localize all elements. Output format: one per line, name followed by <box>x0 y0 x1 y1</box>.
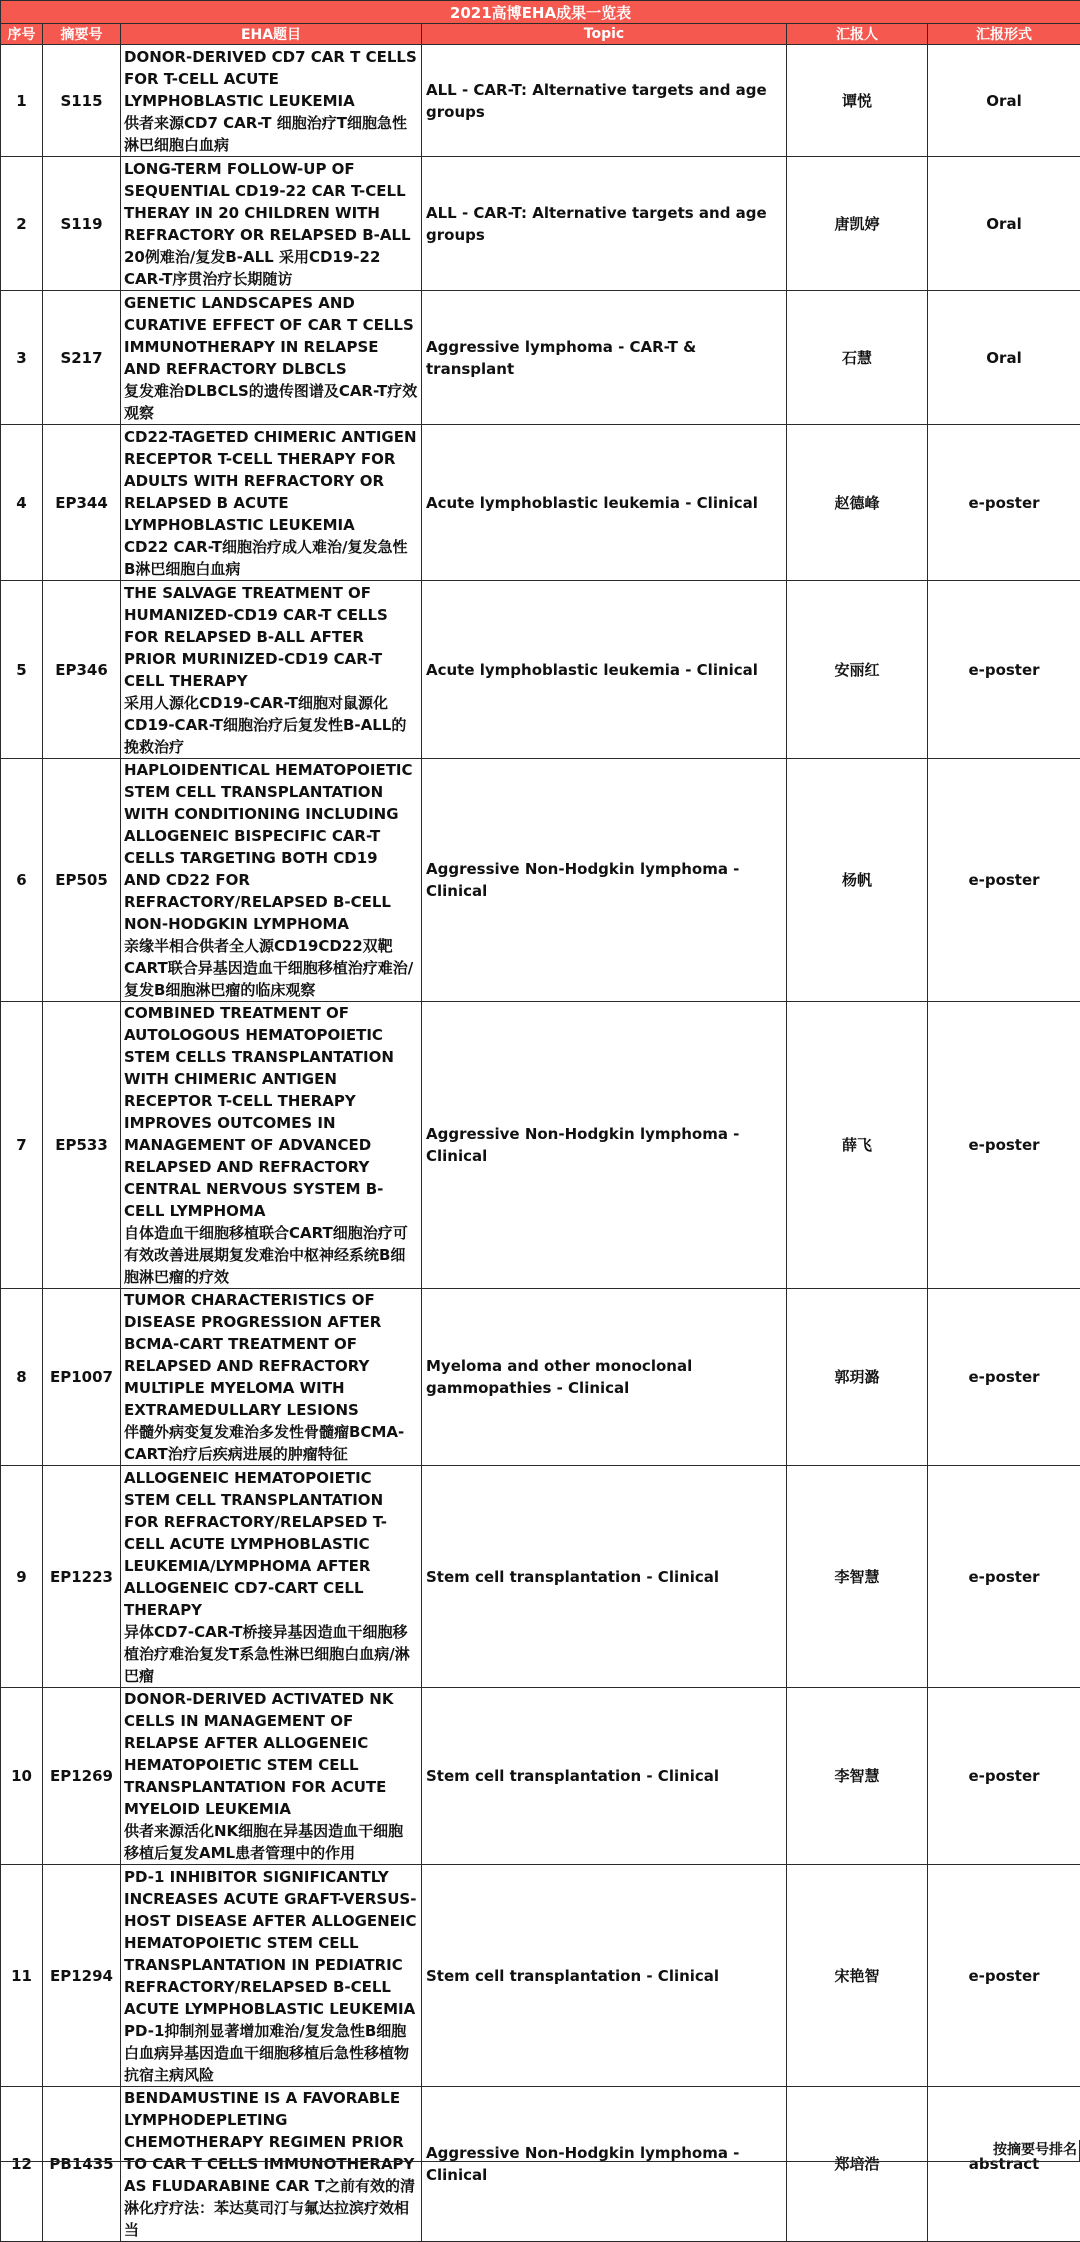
row-abstract-no: EP1223 <box>43 1466 121 1688</box>
row-format: e-poster <box>928 1466 1080 1688</box>
row-title-zh: 亲缘半相合供者全人源CD19CD22双靶CART联合异基因造血干细胞移植治疗难治/复发B细胞淋巴瘤的临床观察 <box>124 935 418 1001</box>
row-eha-title <box>121 581 422 759</box>
row-no: 5 <box>1 581 43 759</box>
row-reporter: 薛飞 <box>787 1002 928 1289</box>
row-topic: Aggressive Non-Hodgkin lymphoma - Clinical <box>422 1002 787 1289</box>
row-no: 11 <box>1 1865 43 2087</box>
table-row <box>1 759 1080 1002</box>
row-topic: Stem cell transplantation - Clinical <box>422 1466 787 1688</box>
row-title-zh: 采用人源化CD19-CAR-T细胞对鼠源化CD19-CAR-T细胞治疗后复发性B-ALL的挽救治疗 <box>124 692 418 758</box>
row-format: abstract <box>928 2087 1080 2242</box>
row-title-zh: 自体造血干细胞移植联合CART细胞治疗可有效改善进展期复发难治中枢神经系统B细胞淋巴瘤的疗效 <box>124 1222 418 1288</box>
row-title-en: CD22-TAGETED CHIMERIC ANTIGEN RECEPTOR T-CELL THERAPY FOR ADULTS WITH REFRACTORY OR RELAPSED B ACUTE LYMPHOBLASTIC LEUKEMIA <box>124 426 418 536</box>
row-abstract-no: EP1269 <box>43 1688 121 1865</box>
row-eha-title <box>121 1289 422 1466</box>
row-eha-title <box>121 1466 422 1688</box>
row-abstract-no: S217 <box>43 291 121 425</box>
row-abstract-no: EP505 <box>43 759 121 1002</box>
row-reporter: 宋艳智 <box>787 1865 928 2087</box>
row-reporter: 郑培浩 <box>787 2087 928 2242</box>
row-reporter: 李智慧 <box>787 1688 928 1865</box>
row-topic: Aggressive Non-Hodgkin lymphoma - Clinical <box>422 759 787 1002</box>
row-eha-title <box>121 1865 422 2087</box>
row-no: 7 <box>1 1002 43 1289</box>
row-reporter: 郭玥潞 <box>787 1289 928 1466</box>
table-row <box>1 581 1080 759</box>
header-abstract-no: 摘要号 <box>43 24 121 45</box>
row-abstract-no: EP1007 <box>43 1289 121 1466</box>
table-row <box>1 45 1080 157</box>
header-format: 汇报形式 <box>928 24 1080 45</box>
row-topic: Stem cell transplantation - Clinical <box>422 1865 787 2087</box>
row-title-en: LONG-TERM FOLLOW-UP OF SEQUENTIAL CD19-22 CAR T-CELL THERAY IN 20 CHILDREN WITH REFRACTORY OR RELAPSED B-ALL <box>124 158 418 246</box>
row-title-zh: 异体CD7-CAR-T桥接异基因造血干细胞移植治疗难治复发T系急性淋巴细胞白血病/淋巴瘤 <box>124 1621 418 1687</box>
row-title-zh: PD-1抑制剂显著增加难治/复发急性B细胞白血病异基因造血干细胞移植后急性移植物抗宿主病风险 <box>124 2020 418 2086</box>
table-row <box>1 291 1080 425</box>
table-row <box>1 425 1080 581</box>
row-reporter: 安丽红 <box>787 581 928 759</box>
row-topic: Myeloma and other monoclonal gammopathies - Clinical <box>422 1289 787 1466</box>
row-reporter: 石慧 <box>787 291 928 425</box>
row-format: e-poster <box>928 581 1080 759</box>
row-title-zh: 供者来源活化NK细胞在异基因造血干细胞移植后复发AML患者管理中的作用 <box>124 1820 418 1864</box>
row-reporter: 李智慧 <box>787 1466 928 1688</box>
row-format: Oral <box>928 45 1080 157</box>
row-title-en: DONOR-DERIVED ACTIVATED NK CELLS IN MANAGEMENT OF RELAPSE AFTER ALLOGENEIC HEMATOPOIETIC STEM CELL TRANSPLANTATION FOR ACUTE MYELOID LEUKEMIA <box>124 1688 418 1820</box>
row-eha-title <box>121 2087 422 2242</box>
row-no: 3 <box>1 291 43 425</box>
footer-note: 按摘要号排名 <box>0 2140 1080 2162</box>
table-title: 2021高博EHA成果一览表 <box>1 1 1080 24</box>
row-reporter: 赵德峰 <box>787 425 928 581</box>
row-title-zh: 20例难治/复发B-ALL 采用CD19-22 CAR-T序贯治疗长期随访 <box>124 246 418 290</box>
row-topic: Aggressive Non-Hodgkin lymphoma - Clinical <box>422 2087 787 2242</box>
table-row <box>1 1466 1080 1688</box>
row-title-en: COMBINED TREATMENT OF AUTOLOGOUS HEMATOPOIETIC STEM CELLS TRANSPLANTATION WITH CHIMERIC ANTIGEN RECEPTOR T-CELL THERAPY IMPROVES OUTCOMES IN MANAGEMENT OF ADVANCED RELAPSED AND REFRACTORY CENTRAL NERVOUS SYSTEM B-CELL LYMPHOMA <box>124 1002 418 1222</box>
row-no: 1 <box>1 45 43 157</box>
table-row <box>1 1002 1080 1289</box>
row-title-en: TUMOR CHARACTERISTICS OF DISEASE PROGRESSION AFTER BCMA-CART TREATMENT OF RELAPSED AND REFRACTORY MULTIPLE MYELOMA WITH EXTRAMEDULLARY LESIONS <box>124 1289 418 1421</box>
row-abstract-no: EP1294 <box>43 1865 121 2087</box>
row-format: Oral <box>928 291 1080 425</box>
row-abstract-no: S119 <box>43 157 121 291</box>
row-eha-title <box>121 425 422 581</box>
header-reporter: 汇报人 <box>787 24 928 45</box>
table-row <box>1 2087 1080 2242</box>
row-no: 8 <box>1 1289 43 1466</box>
table-row <box>1 157 1080 291</box>
row-eha-title <box>121 1002 422 1289</box>
row-no: 2 <box>1 157 43 291</box>
row-topic: ALL - CAR-T: Alternative targets and age groups <box>422 157 787 291</box>
row-topic: Stem cell transplantation - Clinical <box>422 1688 787 1865</box>
row-title-en: DONOR-DERIVED CD7 CAR T CELLS FOR T-CELL ACUTE LYMPHOBLASTIC LEUKEMIA <box>124 46 418 112</box>
header-eha-title: EHA题目 <box>121 24 422 45</box>
row-title-en: GENETIC LANDSCAPES AND CURATIVE EFFECT OF CAR T CELLS IMMUNOTHERAPY IN RELAPSE AND REFRACTORY DLBCLS <box>124 292 418 380</box>
row-no: 10 <box>1 1688 43 1865</box>
row-reporter: 谭悦 <box>787 45 928 157</box>
row-title-en: PD-1 INHIBITOR SIGNIFICANTLY INCREASES ACUTE GRAFT-VERSUS-HOST DISEASE AFTER ALLOGENEIC HEMATOPOIETIC STEM CELL TRANSPLANTATION IN PEDIATRIC REFRACTORY/RELAPSED B-CELL ACUTE LYMPHOBLASTIC LEUKEMIA <box>124 1866 418 2020</box>
table-row <box>1 1688 1080 1865</box>
row-title-en: HAPLOIDENTICAL HEMATOPOIETIC STEM CELL TRANSPLANTATION WITH CONDITIONING INCLUDING ALLOGENEIC BISPECIFIC CAR-T CELLS TARGETING BOTH CD19 AND CD22 FOR REFRACTORY/RELAPSED B-CELL NON-HODGKIN LYMPHOMA <box>124 759 418 935</box>
row-no: 9 <box>1 1466 43 1688</box>
row-topic: Aggressive lymphoma - CAR-T & transplant <box>422 291 787 425</box>
row-title-zh: 复发难治DLBCLS的遗传图谱及CAR-T疗效观察 <box>124 380 418 424</box>
row-topic: ALL - CAR-T: Alternative targets and age groups <box>422 45 787 157</box>
row-abstract-no: PB1435 <box>43 2087 121 2242</box>
table-row <box>1 1289 1080 1466</box>
row-format: e-poster <box>928 425 1080 581</box>
row-format: e-poster <box>928 759 1080 1002</box>
row-no: 4 <box>1 425 43 581</box>
row-eha-title <box>121 291 422 425</box>
row-abstract-no: EP533 <box>43 1002 121 1289</box>
row-eha-title <box>121 157 422 291</box>
row-title-zh: 供者来源CD7 CAR-T 细胞治疗T细胞急性淋巴细胞白血病 <box>124 112 418 156</box>
row-format: e-poster <box>928 1865 1080 2087</box>
row-eha-title <box>121 45 422 157</box>
row-title-zh: CD22 CAR-T细胞治疗成人难治/复发急性B淋巴细胞白血病 <box>124 536 418 580</box>
row-format: e-poster <box>928 1688 1080 1865</box>
row-topic: Acute lymphoblastic leukemia - Clinical <box>422 425 787 581</box>
row-eha-title <box>121 759 422 1002</box>
row-no: 12 <box>1 2087 43 2242</box>
row-no: 6 <box>1 759 43 1002</box>
row-title-en: BENDAMUSTINE IS A FAVORABLE LYMPHODEPLETING CHEMOTHERAPY REGIMEN PRIOR TO CAR T CELLS IMMUNOTHERAPY AS FLUDARABINE CAR T之前有效的清淋化疗疗法：苯达莫司汀与氟达拉滨疗效相当 <box>124 2087 418 2241</box>
row-title-en: THE SALVAGE TREATMENT OF HUMANIZED-CD19 CAR-T CELLS FOR RELAPSED B-ALL AFTER PRIOR MURINIZED-CD19 CAR-T CELL THERAPY <box>124 582 418 692</box>
table-row <box>1 1865 1080 2087</box>
row-eha-title <box>121 1688 422 1865</box>
row-abstract-no: EP346 <box>43 581 121 759</box>
row-title-en: ALLOGENEIC HEMATOPOIETIC STEM CELL TRANSPLANTATION FOR REFRACTORY/RELAPSED T-CELL ACUTE LYMPHOBLASTIC LEUKEMIA/LYMPHOMA AFTER ALLOGENEIC CD7-CART CELL THERAPY <box>124 1467 418 1621</box>
row-format: Oral <box>928 157 1080 291</box>
row-topic: Acute lymphoblastic leukemia - Clinical <box>422 581 787 759</box>
row-reporter: 唐凯婷 <box>787 157 928 291</box>
row-format: e-poster <box>928 1289 1080 1466</box>
row-format: e-poster <box>928 1002 1080 1289</box>
header-topic: Topic <box>422 24 787 45</box>
row-abstract-no: S115 <box>43 45 121 157</box>
row-title-zh: 伴髓外病变复发难治多发性骨髓瘤BCMA-CART治疗后疾病进展的肿瘤特征 <box>124 1421 418 1465</box>
header-no: 序号 <box>1 24 43 45</box>
row-reporter: 杨帆 <box>787 759 928 1002</box>
row-abstract-no: EP344 <box>43 425 121 581</box>
